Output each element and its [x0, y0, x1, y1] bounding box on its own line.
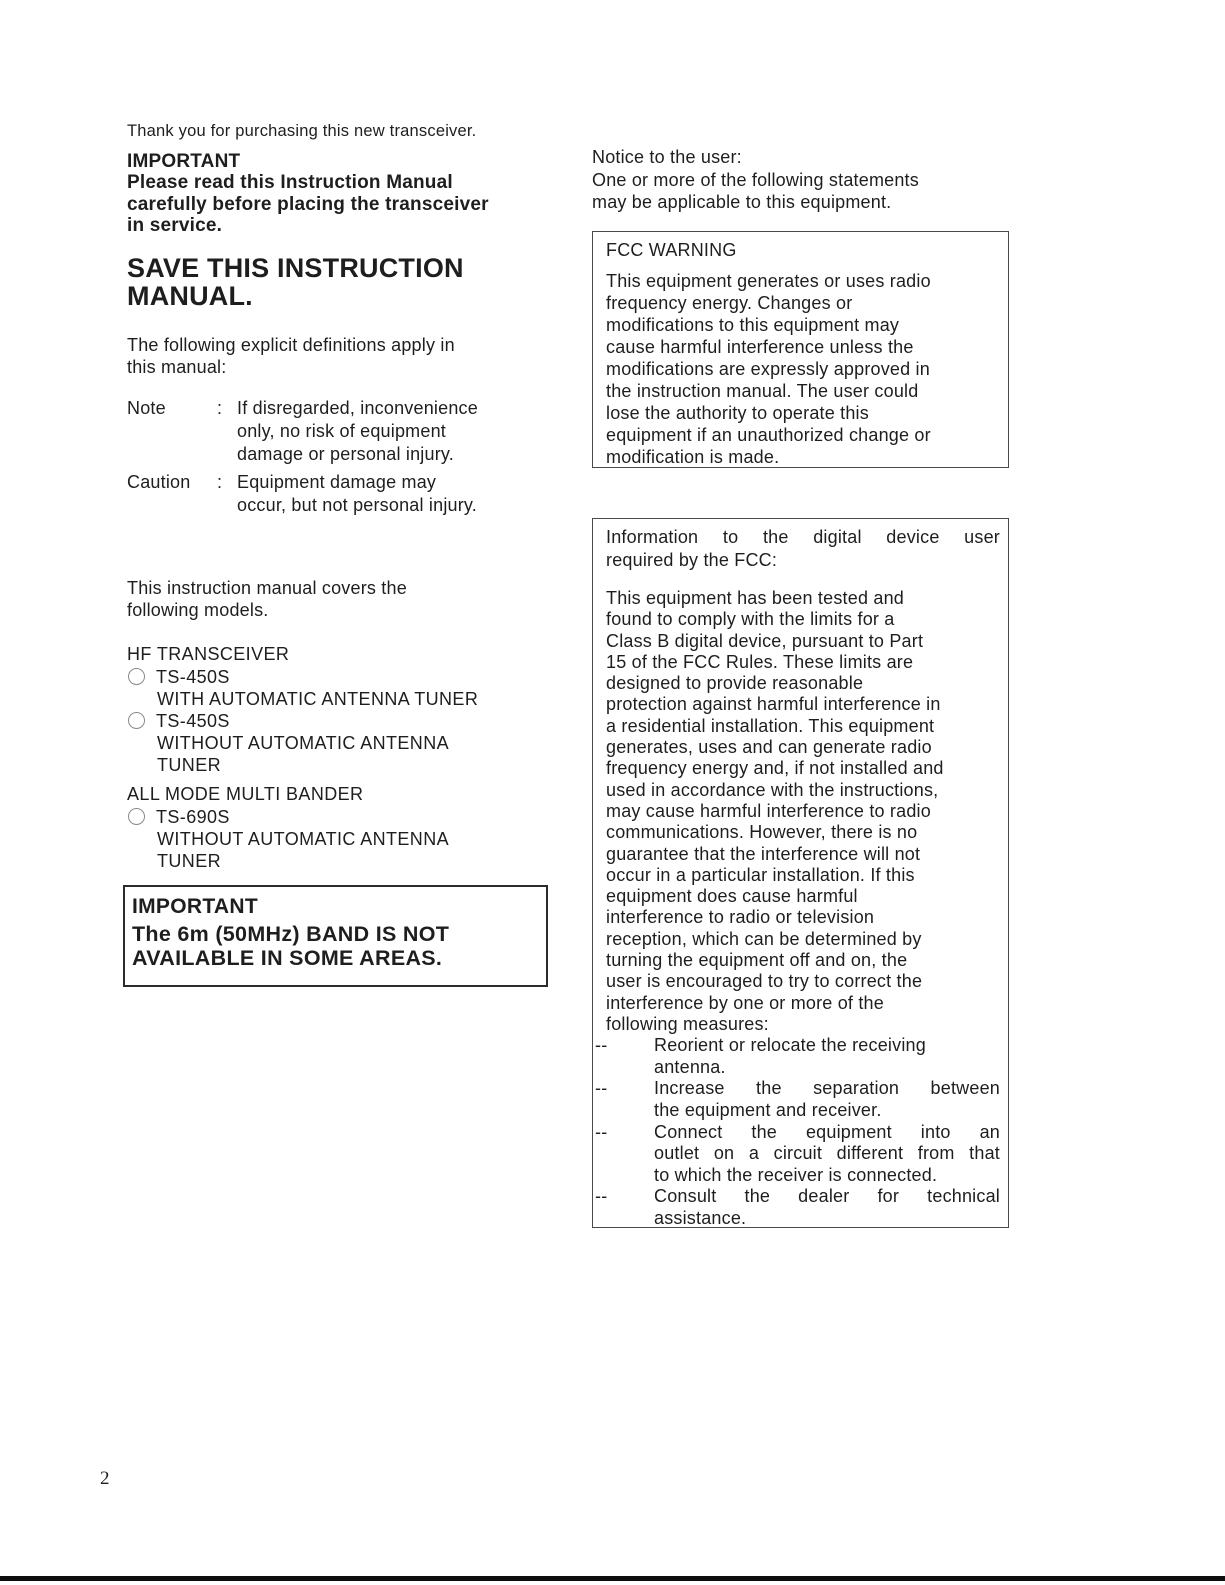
model-item: [127, 806, 449, 828]
model-name: TS-690S: [156, 807, 230, 827]
model-circle-icon: [128, 808, 145, 825]
important-band-text: The 6m (50MHz) BAND IS NOT AVAILABLE IN SOME AREAS.: [132, 922, 450, 970]
measure-marker: --: [595, 1078, 608, 1099]
save-instruction-heading: SAVE THIS INSTRUCTION MANUAL.: [127, 253, 464, 311]
model-category-hf: HF TRANSCEIVER: [127, 644, 290, 664]
measure-item: [595, 1078, 1000, 1121]
definition-row-note: [127, 397, 547, 466]
fcc-warning-box: [592, 231, 1009, 468]
measure-text: Consult the dealer for technical assistance.: [654, 1186, 1000, 1228]
fcc-info-body: This equipment has been tested and found to comply with the limits for a Class B digital device, pursuant to Part 15 of the FCC Rules. These limits are designed to provide reasonable protection against harmful interference in a residential installation. This equipment generates, uses and can generate radio frequency energy and, if not installed and used in accordance with the instructions, may cause harmful interference to radio communications. However, there is no guarantee that the interference will not occur in a particular installation. If this equipment does cause harmful interference to radio or television reception, which can be determined by turning the equipment off and on, the user is encouraged to try to correct the interference by one or more of the following measures:: [606, 588, 944, 1034]
definition-text: Equipment damage may occur, but not personal injury.: [237, 472, 477, 515]
model-name: TS-450S: [156, 667, 230, 687]
fcc-info-box: [592, 518, 1009, 1228]
measure-marker: --: [595, 1035, 608, 1056]
model-group-hf: [127, 666, 478, 776]
definitions-intro: The following explicit definitions apply in this manual:: [127, 335, 455, 377]
model-item: [127, 710, 478, 732]
measure-item: [595, 1186, 1000, 1229]
fcc-warning-body: This equipment generates or uses radio frequency energy. Changes or modifications to this equipment may cause harmful interference unless the modifications are expressly approved in the instruction manual. The user could lose the authority to operate this equipment if an unauthorized change or modification is made.: [606, 271, 931, 467]
fcc-info-measures-list: [595, 1035, 1000, 1229]
model-circle-icon: [128, 668, 145, 685]
important-paragraph: Please read this Instruction Manual carefully before placing the transceiver in service.: [127, 172, 489, 236]
model-name: TS-450S: [156, 711, 230, 731]
intro-note: Thank you for purchasing this new transceiver.: [127, 122, 477, 140]
model-group-multibander: [127, 806, 449, 872]
measure-text: Reorient or relocate the receiving antenna.: [654, 1035, 926, 1077]
notice-to-user: Notice to the user: One or more of the following statements may be applicable to this equipment.: [592, 147, 919, 212]
measure-item: [595, 1122, 1000, 1187]
definition-term: Caution: [127, 472, 191, 492]
model-circle-icon: [128, 712, 145, 729]
important-heading: IMPORTANT: [127, 151, 241, 172]
definition-colon: :: [217, 398, 223, 418]
fcc-warning-title: FCC WARNING: [606, 240, 737, 260]
fcc-info-header: Information to the digital device user required by the FCC:: [606, 527, 1000, 570]
model-category-multibander: ALL MODE MULTI BANDER: [127, 784, 364, 804]
measure-marker: --: [595, 1186, 608, 1207]
covered-models-intro: This instruction manual covers the following models.: [127, 578, 407, 620]
scan-edge-line: [0, 1576, 1225, 1581]
measure-text: Connect the equipment into an outlet on a circuit different from that to which the receiver is connected.: [654, 1121, 1000, 1185]
definition-text: If disregarded, inconvenience only, no risk of equipment damage or personal injury.: [237, 398, 478, 464]
definition-term: Note: [127, 398, 166, 418]
definition-colon: :: [217, 472, 223, 492]
important-band-title: IMPORTANT: [132, 895, 258, 918]
model-description: WITH AUTOMATIC ANTENNA TUNER: [157, 689, 479, 709]
important-band-box: [123, 885, 548, 987]
definition-row-caution: [127, 471, 547, 517]
model-item: [127, 666, 478, 688]
measure-text: Increase the separation between the equipment and receiver.: [654, 1078, 1000, 1121]
model-description: WITHOUT AUTOMATIC ANTENNA TUNER: [157, 733, 450, 775]
model-description: WITHOUT AUTOMATIC ANTENNA TUNER: [157, 829, 450, 871]
measure-marker: --: [595, 1121, 608, 1142]
page-number: 2: [100, 1468, 110, 1489]
measure-item: [595, 1035, 1000, 1078]
